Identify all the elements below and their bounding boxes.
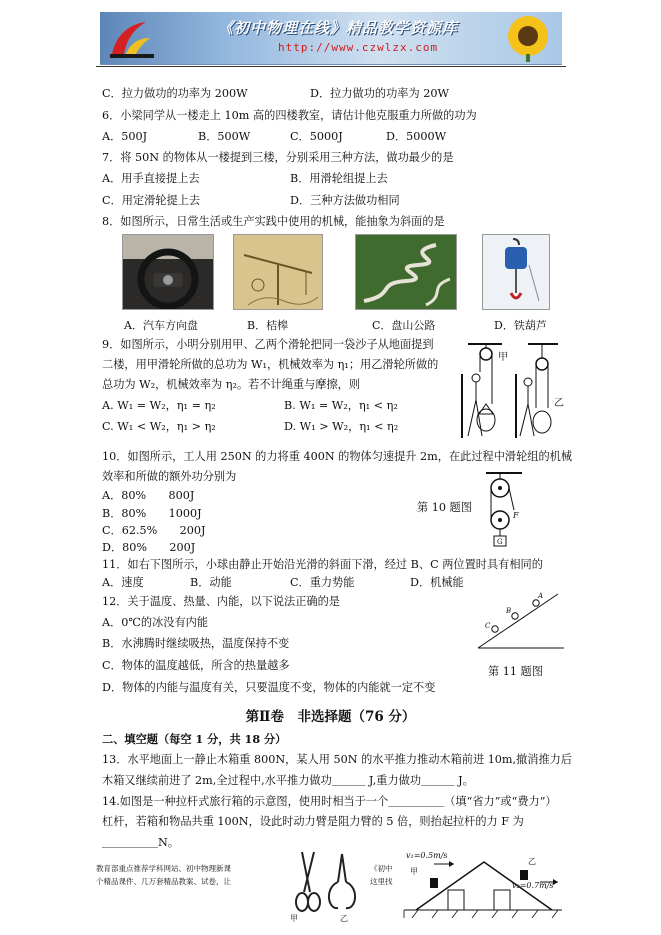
footer-line-1: 教育部重点推荐学科网站、初中物理新课 (96, 864, 231, 873)
q11-label-c: C (485, 622, 491, 630)
chain-hoist-image (482, 234, 550, 310)
bottom-fig-label-yi: 乙 (528, 857, 536, 866)
banner-title: 《初中物理在线》精品教学资源库 (218, 19, 459, 37)
q11-text: 11．如右下图所示，小球由静止开始沿光滑的斜面下滑，经过 B、C 两位置时具有相同的 (102, 558, 543, 571)
q14-text-3: ＿＿＿＿＿N。 (102, 836, 179, 849)
q10-label-g: G (497, 538, 503, 546)
scissors-label-yi: 乙 (340, 914, 348, 923)
q12-option-c: C．物体的温度越低，所含的热量越多 (102, 659, 290, 672)
q8-caption-d: D．铁葫芦 (494, 319, 547, 332)
q7-option-b: B．用滑轮组提上去 (290, 172, 388, 185)
q14-text-2: 杠杆，若箱和物品共重 100N，设此时动力臂是阻力臂的 5 倍，则抬起拉杆的力 F 为 (102, 815, 524, 828)
q10-option-c: C．62.5% 200J (102, 524, 206, 537)
incline-velocity-figure (398, 848, 566, 926)
q12-text: 12．关于温度、热量、内能，以下说法正确的是 (102, 595, 340, 608)
q8-text: 8．如图所示，日常生活或生产实践中使用的机械，能抽象为斜面的是 (102, 215, 445, 228)
scissors-figure (288, 848, 360, 924)
q11-option-d: D．机械能 (410, 576, 464, 589)
q11-option-b: B．动能 (190, 576, 232, 589)
q6-option-d: D．5000W (386, 130, 447, 143)
mountain-road-image (355, 234, 457, 310)
q6-option-b: B．500W (198, 130, 251, 143)
q10-option-d: D．80% 200J (102, 541, 196, 554)
q9-option-c: C. W₁ < W₂，η₁ > η₂ (102, 420, 216, 433)
q10-option-b: B．80% 1000J (102, 507, 202, 520)
q13-text-1: 13．水平地面上一静止木箱重 800N，某人用 50N 的水平推力推动木箱前进 10m,撤消推力后 (102, 753, 573, 766)
q5-option-d: D．拉力做功的功率为 20W (310, 87, 449, 100)
q9-text-3: 总功为 W₂，机械效率为 η₂。若不计绳重与摩擦，则 (102, 378, 361, 391)
q6-option-a: A．500J (102, 130, 148, 143)
q10-label-f: F (513, 511, 519, 520)
q11-option-c: C．重力势能 (290, 576, 355, 589)
well-sweep-image (233, 234, 323, 310)
q13-text-2: 木箱又继续前进了 2m,全过程中,水平推力做功＿＿＿ J,重力做功＿＿＿ J。 (102, 774, 474, 787)
q8-caption-a: A．汽车方向盘 (124, 319, 198, 332)
q12-option-b: B．水沸腾时继续吸热，温度保持不变 (102, 637, 290, 650)
footer-line-2: 个精品课件、几万套精品教案、试卷，让 (96, 877, 231, 886)
q8-caption-b: B．桔槔 (247, 319, 289, 332)
q6-text: 6．小梁同学从一楼走上 10m 高的四楼教室，请估计他克服重力所做的功为 (102, 109, 477, 122)
fill-blank-heading: 二、填空题（每空 1 分，共 18 分） (102, 732, 287, 746)
sunflower-icon (496, 14, 558, 62)
q10-text-2: 效率和所做的额外功分别为 (102, 470, 237, 483)
steering-wheel-image (122, 234, 214, 310)
q9-text-1: 9．如图所示，小明分别用甲、乙两个滑轮把同一袋沙子从地面提到 (102, 338, 434, 351)
q7-option-d: D．三种方法做功相同 (290, 194, 400, 207)
v2-label: v₂=0.7m/s (512, 881, 554, 890)
q12-option-d: D．物体的内能与温度有关，只要温度不变，物体的内能就一定不变 (102, 681, 436, 694)
site-logo (106, 16, 162, 60)
bottom-fig-label-jia: 甲 (410, 867, 418, 876)
banner-url[interactable]: http://www.czwlzx.com (278, 41, 439, 54)
q9-pulley-figure (458, 338, 568, 440)
q9-option-d: D. W₁ > W₂，η₁ < η₂ (284, 420, 399, 433)
section-heading: 第Ⅱ卷 非选择题（76 分） (245, 709, 416, 725)
header-divider (96, 66, 566, 67)
scissors-label-jia: 甲 (290, 914, 298, 923)
q14-text-1: 14.如图是一种拉杆式旅行箱的示意图，使用时相当于一个＿＿＿＿＿（填“省力”或“费力”） (102, 795, 557, 808)
q7-option-a: A．用手直接提上去 (102, 172, 200, 185)
q10-pulley-figure (484, 470, 524, 552)
q5-option-c: C．拉力做功的功率为 200W (102, 87, 248, 100)
q8-caption-c: C．盘山公路 (372, 319, 436, 332)
footer-right-2: 这里找 (370, 877, 393, 886)
q7-option-c: C．用定滑轮提上去 (102, 194, 201, 207)
q11-incline-figure (476, 586, 566, 652)
q11-label-a: A (538, 592, 544, 600)
q9-label-jia: 甲 (498, 352, 508, 363)
q11-option-a: A．速度 (102, 576, 144, 589)
q10-option-a: A．80% 800J (102, 489, 195, 502)
q10-text-1: 10．如图所示，工人用 250N 的力将重 400N 的物体匀速提升 2m，在此过程中滑轮组的机械 (102, 450, 573, 463)
q12-option-a: A．0℃的冰没有内能 (102, 616, 209, 629)
q9-text-2: 二楼，用甲滑轮所做的总功为 W₁，机械效率为 η₁；用乙滑轮所做的 (102, 358, 439, 371)
q9-label-yi: 乙 (554, 398, 564, 409)
q6-option-c: C．5000J (290, 130, 343, 143)
v1-label: v₁=0.5m/s (406, 851, 448, 860)
footer-right-1: 《初中 (370, 864, 393, 873)
q10-figure-caption: 第 10 题图 (417, 501, 472, 514)
header-banner (100, 12, 562, 65)
q11-figure-caption: 第 11 题图 (488, 665, 543, 678)
q11-label-b: B (506, 607, 512, 615)
q9-option-b: B. W₁ = W₂，η₁ < η₂ (284, 399, 398, 412)
q9-option-a: A. W₁ = W₂，η₁ = η₂ (102, 399, 216, 412)
q7-text: 7．将 50N 的物体从一楼提到三楼，分别采用三种方法，做功最少的是 (102, 151, 454, 164)
